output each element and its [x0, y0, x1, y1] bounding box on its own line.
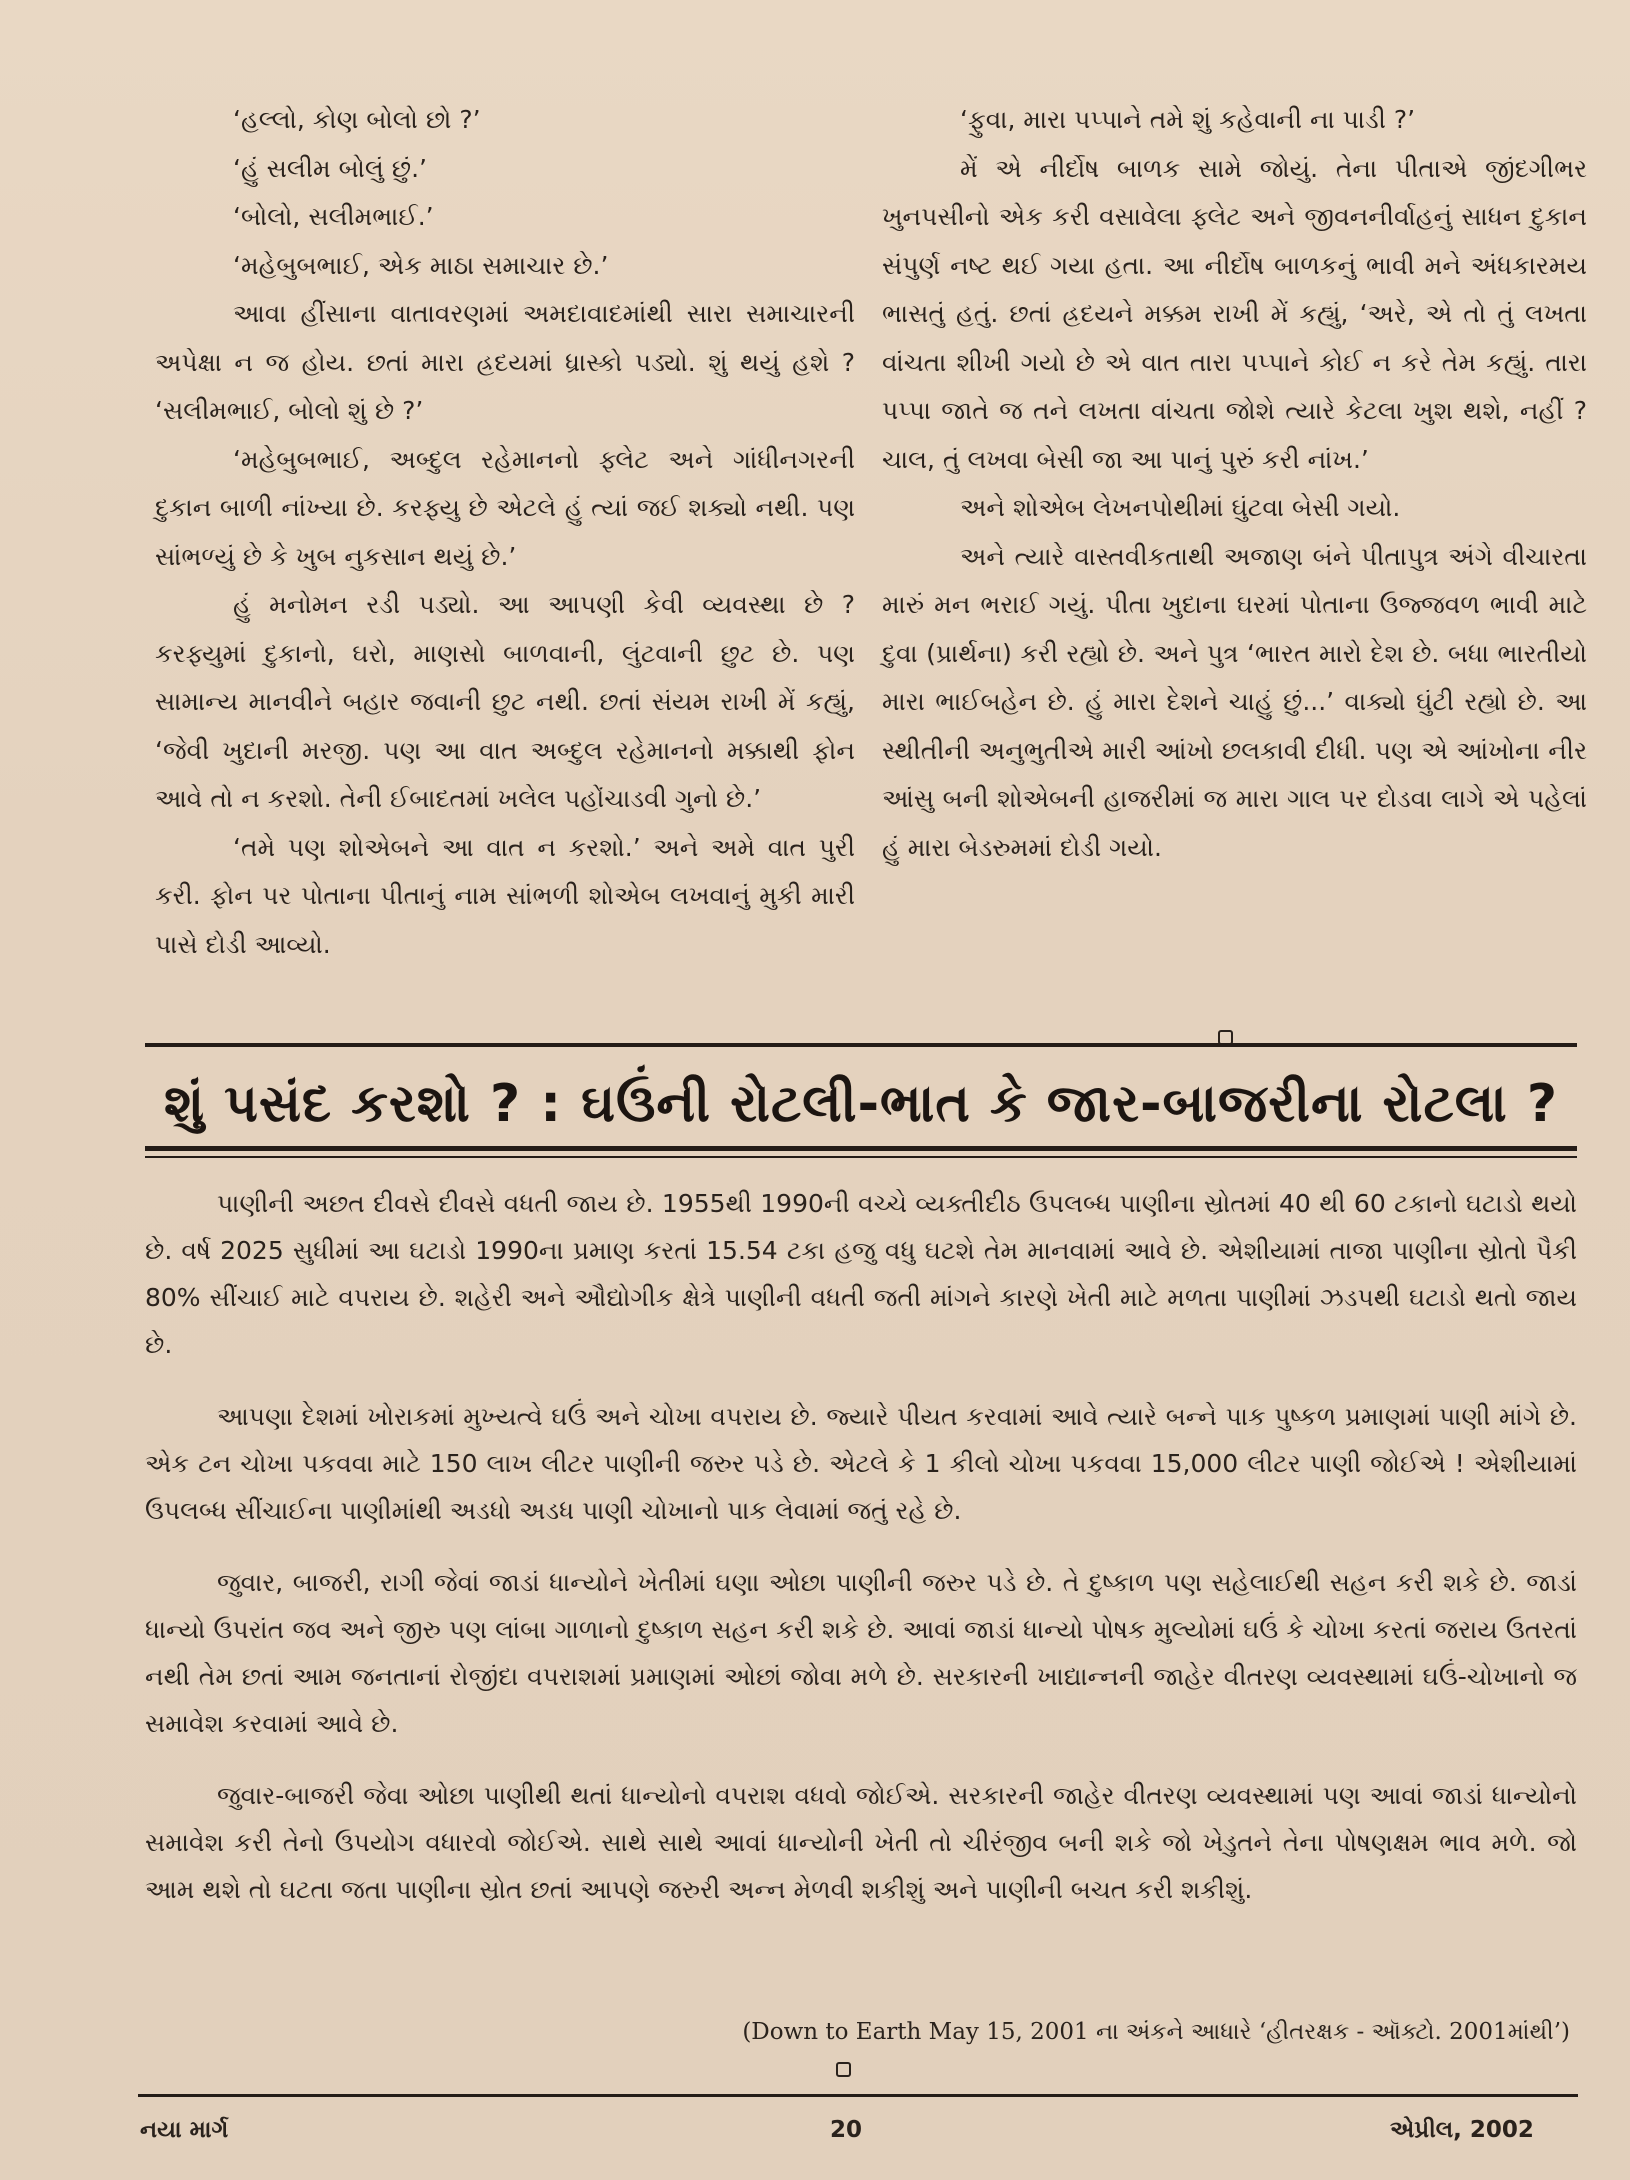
article-body	[145, 1180, 1577, 1938]
headline-rule-bottom	[145, 1146, 1577, 1151]
article-paragraph: જુવાર-બાજરી જેવા ઓછા પાણીથી થતાં ધાન્યોનો વપરાશ વધવો જોઈએ. સરકારની જાહેર વીતરણ વ્યવસ્થામાં પણ આવાં જાડાં ધાન્યોનો સમાવેશ કરી તેનો ઉપયોગ વધારવો જોઈએ. સાથે સાથે આવાં ધાન્યોની ખેતી તો ચીરંજીવ બની શકે જો ખેડુતને તેના પોષણક્ષમ ભાવ મળે. જો આમ થશે તો ઘટતા જતા પાણીના સ્રોત છતાં આપણે જરુરી અન્ન મેળવી શકીશું અને પાણીની બચત કરી શકીશું.	[145, 1781, 1577, 1904]
dialogue-line: ‘ફુવા, મારા પપ્પાને તમે શું કહેવાની ના પાડી ?’	[960, 105, 1416, 134]
story-paragraph: હું મનોમન રડી પડ્યો. આ આપણી કેવી વ્યવસ્થા છે ? કરફ્યુમાં દુકાનો, ઘરો, માણસો બાળવાની, લુંટવાની છુટ છે. પણ સામાન્ય માનવીને બહાર જવાની છુટ નથી. છતાં સંયમ રાખી મેં કહ્યું, ‘જેવી ખુદાની મરજી. પણ આ વાત અબ્દુલ રહેમાનનો મક્કાથી ફોન આવે તો ન કરશો. તેની ઈબાદતમાં ખલેલ પહોંચાડવી ગુનો છે.’	[155, 590, 855, 813]
dialogue-line: ‘હલ્લો, કોણ બોલો છો ?’	[233, 105, 481, 134]
headline-rule-top	[145, 1043, 1577, 1047]
story-paragraph: આવા હીંસાના વાતાવરણમાં અમદાવાદમાંથી સારા સમાચારની અપેક્ષા ન જ હોય. છતાં મારા હ્રદયમાં ધ્રાસ્કો પડ્યો. શું થયું હશે ? ‘સલીમભાઈ, બોલો શું છે ?’	[155, 299, 855, 425]
article-paragraph: પાણીની અછત દીવસે દીવસે વધતી જાય છે. 1955થી 1990ની વચ્ચે વ્યક્તીદીઠ ઉપલબ્ધ પાણીના સ્રોતમાં 40 થી 60 ટકાનો ઘટાડો થયો છે. વર્ષ 2025 સુધીમાં આ ઘટાડો 1990ના પ્રમાણ કરતાં 15.54 ટકા હજુ વધુ ઘટશે તેમ માનવામાં આવે છે. એશીયામાં તાજા પાણીના સ્રોતો પૈકી 80% સીંચાઈ માટે વપરાય છે. શહેરી અને ઔદ્યોગીક ક્ષેત્રે પાણીની વધતી જતી માંગને કારણે ખેતી માટે મળતા પાણીમાં ઝડપથી ઘટાડો થતો જાય છે.	[145, 1189, 1577, 1359]
end-mark-icon	[836, 2062, 851, 2077]
story-paragraph: મેં એ નીર્દોષ બાળક સામે જોયું. તેના પીતાએ જીંદગીભર ખુનપસીનો એક કરી વસાવેલા ફ્લેટ અને જીવનનીર્વાહનું સાધન દુકાન સંપુર્ણ નષ્ટ થઈ ગયા હતા. આ નીર્દોષ બાળકનું ભાવી મને અંધકારમય ભાસતું હતું. છતાં હ્રદયને મક્કમ રાખી મેં કહ્યું, ‘અરે, એ તો તું લખતા વાંચતા શીખી ગયો છે એ વાત તારા પપ્પાને કોઈ ન કરે તેમ કહ્યું. તારા પપ્પા જાતે જ તને લખતા વાંચતા જોશે ત્યારે કેટલા ખુશ થશે, નહીં ? ચાલ, તું લખવા બેસી જા આ પાનું પુરું કરી નાંખ.’	[882, 153, 1587, 474]
article-paragraph: આપણા દેશમાં ખોરાકમાં મુખ્યત્વે ઘઉં અને ચોખા વપરાય છે. જ્યારે પીયત કરવામાં આવે ત્યારે બન્ને પાક પુષ્કળ પ્રમાણમાં પાણી માંગે છે. એક ટન ચોખા પકવવા માટે 150 લાખ લીટર પાણીની જરુર પડે છે. એટલે કે 1 કીલો ચોખા પકવવા 15,000 લીટર પાણી જોઈએ ! એશીયામાં ઉપલબ્ધ સીંચાઈના પાણીમાંથી અડધો અડધ પાણી ચોખાનો પાક લેવામાં જતું રહે છે.	[145, 1402, 1577, 1525]
story-right-column	[882, 96, 1587, 872]
dialogue-line: ‘હું સલીમ બોલું છું.’	[233, 153, 427, 183]
dialogue-line: ‘બોલો, સલીમભાઈ.’	[233, 202, 434, 231]
story-left-column	[155, 96, 855, 969]
story-paragraph: ‘મહેબુબભાઈ, અબ્દુલ રહેમાનનો ફ્લેટ અને ગાંધીનગરની દુકાન બાળી નાંખ્યા છે. કરફ્યુ છે એટલે હું ત્યાં જઈ શક્યો નથી. પણ સાંભળ્યું છે કે ખુબ નુકસાન થયું છે.’	[155, 444, 855, 571]
story-paragraph: અને ત્યારે વાસ્તવીકતાથી અજાણ બંને પીતાપુત્ર અંગે વીચારતા મારું મન ભરાઈ ગયું. પીતા ખુદાના ઘરમાં પોતાના ઉજ્જવળ ભાવી માટે દુવા (પ્રાર્થના) કરી રહ્યો છે. અને પુત્ર ‘ભારત મારો દેશ છે. બધા ભારતીયો મારા ભાઈબહેન છે. હું મારા દેશને ચાહું છું...’ વાક્યો ઘુંટી રહ્યો છે. આ સ્થીતીની અનુભુતીએ મારી આંખો છલકાવી દીધી. પણ એ આંખોના નીર આંસુ બની શોએબની હાજરીમાં જ મારા ગાલ પર દોડવા લાગે એ પહેલાં હું મારા બેડરુમમાં દોડી ગયો.	[882, 541, 1587, 862]
magazine-name: નયા માર્ગ	[140, 2117, 229, 2143]
footer-rule	[138, 2094, 1578, 2097]
story-paragraph: અને શોએબ લેખનપોથીમાં ઘુંટવા બેસી ગયો.	[960, 493, 1401, 522]
dialogue-line: ‘મહેબુબભાઈ, એક માઠા સમાચાર છે.’	[233, 250, 609, 280]
article-headline: શું પસંદ કરશો ? : ઘઉંની રોટલી-ભાત કે જાર-બાજરીના રોટલા ?	[163, 1074, 1559, 1134]
article-paragraph: જુવાર, બાજરી, રાગી જેવાં જાડાં ધાન્યોને ખેતીમાં ઘણા ઓછા પાણીની જરુર પડે છે. તે દુષ્કાળ પણ સહેલાઈથી સહન કરી શકે છે. જાડાં ધાન્યો ઉપરાંત જવ અને જીરુ પણ લાંબા ગાળાનો દુષ્કાળ સહન કરી શકે છે. આવાં જાડાં ધાન્યો પોષક મુલ્યોમાં ઘઉં કે ચોખા કરતાં જરાય ઉતરતાં નથી તેમ છતાં આમ જનતાનાં રોજીંદા વપરાશમાં પ્રમાણમાં ઓછાં જોવા મળે છે. સરકારની ખાદ્યાન્નની જાહેર વીતરણ વ્યવસ્થામાં ઘઉં-ચોખાનો જ સમાવેશ કરવામાં આવે છે.	[145, 1568, 1577, 1738]
page-number: 20	[830, 2117, 863, 2143]
issue-date: એપ્રીલ, 2002	[1390, 2117, 1534, 2143]
headline-rule-bottom-thin	[145, 1156, 1577, 1158]
story-paragraph: ‘તમે પણ શોએબને આ વાત ન કરશો.’ અને અમે વાત પુરી કરી. ફોન પર પોતાના પીતાનું નામ સાંભળી શોએબ લખવાનું મુકી મારી પાસે દોડી આવ્યો.	[155, 832, 855, 959]
source-citation: (Down to Earth May 15, 2001 ના અંકને આધારે ‘હીતરક્ષક - ઑક્ટો. 2001માંથી’)	[742, 2019, 1570, 2045]
